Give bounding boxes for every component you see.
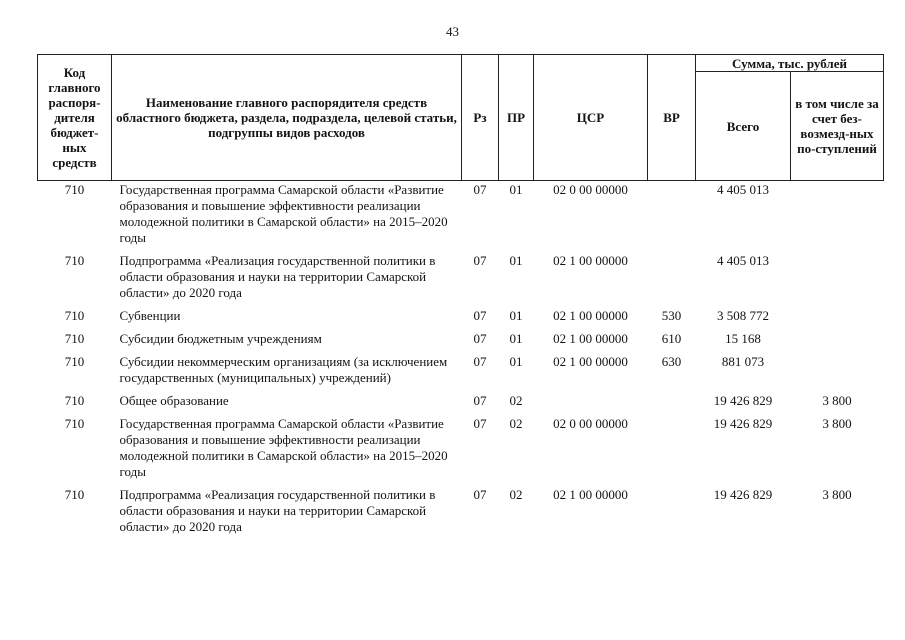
cell-name: Подпрограмма «Реализация государственной политики в области образования и науки на территории Самарской области» до 2020 года	[119, 487, 436, 534]
cell-total: 19 426 829	[713, 393, 773, 408]
cell-rz: 07	[473, 331, 487, 346]
cell-csr: 02 1 00 00000	[553, 354, 628, 369]
header-vr: ВР	[648, 55, 696, 181]
table-row	[38, 181, 884, 254]
cell-pr: 01	[509, 182, 523, 197]
cell-free	[791, 331, 884, 354]
table-row	[38, 354, 884, 393]
cell-pr: 01	[509, 253, 523, 268]
table-row	[38, 308, 884, 331]
cell-free	[791, 354, 884, 393]
cell-free	[791, 308, 884, 331]
cell-code: 710	[64, 354, 85, 369]
cell-name: Государственная программа Самарской области «Развитие образования и повышение эффективности реализации молодежной политики в Самарской области» на 2015–2020 годы	[119, 416, 448, 479]
cell-free	[791, 181, 884, 254]
budget-table	[37, 54, 884, 542]
cell-pr: 02	[509, 416, 523, 431]
cell-total: 4 405 013	[717, 182, 769, 197]
header-pr: ПР	[499, 55, 534, 181]
cell-rz: 07	[473, 308, 487, 323]
header-sum: Сумма, тыс. рублей	[696, 55, 884, 72]
cell-total: 881 073	[721, 354, 765, 369]
cell-name: Государственная программа Самарской области «Развитие образования и повышение эффективности реализации молодежной политики в Самарской области» на 2015–2020 годы	[119, 182, 448, 245]
cell-vr: 530	[661, 308, 682, 323]
header-free: в том числе за счет без-возмезд-ных по-ступлений	[791, 72, 884, 181]
cell-total: 15 168	[725, 331, 761, 346]
cell-vr: 630	[661, 354, 682, 369]
cell-total: 19 426 829	[713, 416, 773, 431]
cell-name: Общее образование	[119, 393, 229, 408]
header-total: Всего	[696, 72, 791, 181]
cell-rz: 07	[473, 487, 487, 502]
cell-name: Субсидии бюджетным учреждениям	[119, 331, 322, 346]
cell-total: 3 508 772	[717, 308, 769, 323]
table-row	[38, 416, 884, 487]
cell-csr: 02 1 00 00000	[553, 308, 628, 323]
table-row	[38, 253, 884, 308]
cell-code: 710	[64, 487, 85, 502]
cell-code: 710	[64, 253, 85, 268]
cell-vr	[648, 416, 696, 487]
header-name: Наименование главного распорядителя средств областного бюджета, раздела, подраздела, целевой статьи, подгруппы видов расходов	[112, 55, 462, 181]
header-code: Код главного распоря-дителя бюджет-ных средств	[38, 55, 112, 181]
cell-free: 3 800	[822, 416, 852, 431]
cell-name: Подпрограмма «Реализация государственной политики в области образования и науки на территории Самарской области» до 2020 года	[119, 253, 436, 300]
cell-rz: 07	[473, 393, 487, 408]
cell-csr	[534, 393, 648, 416]
page-number: 43	[446, 24, 459, 39]
cell-pr: 02	[509, 393, 523, 408]
cell-rz: 07	[473, 354, 487, 369]
cell-rz: 07	[473, 416, 487, 431]
header-csr: ЦСР	[534, 55, 648, 181]
table-header	[38, 55, 884, 181]
cell-rz: 07	[473, 253, 487, 268]
cell-vr: 610	[661, 331, 682, 346]
cell-code: 710	[64, 393, 85, 408]
cell-name: Субсидии некоммерческим организациям (за исключением государственных (муниципальных) учреждений)	[119, 354, 448, 385]
cell-total: 19 426 829	[713, 487, 773, 502]
table-body	[38, 181, 884, 543]
header-rz: Рз	[462, 55, 499, 181]
cell-name: Субвенции	[119, 308, 181, 323]
cell-csr: 02 0 00 00000	[553, 416, 628, 431]
cell-code: 710	[64, 331, 85, 346]
cell-free: 3 800	[822, 393, 852, 408]
cell-free	[791, 253, 884, 308]
cell-vr	[648, 487, 696, 542]
cell-code: 710	[64, 308, 85, 323]
cell-code: 710	[64, 416, 85, 431]
cell-vr	[648, 393, 696, 416]
cell-free: 3 800	[822, 487, 852, 502]
cell-csr: 02 1 00 00000	[553, 331, 628, 346]
budget-table-container	[37, 54, 883, 542]
cell-pr: 01	[509, 308, 523, 323]
cell-total: 4 405 013	[717, 253, 769, 268]
cell-code: 710	[64, 182, 85, 197]
table-row	[38, 487, 884, 542]
cell-pr: 02	[509, 487, 523, 502]
cell-csr: 02 0 00 00000	[553, 182, 628, 197]
cell-rz: 07	[473, 182, 487, 197]
cell-vr	[648, 181, 696, 254]
table-row	[38, 393, 884, 416]
cell-csr: 02 1 00 00000	[553, 253, 628, 268]
cell-vr	[648, 253, 696, 308]
cell-pr: 01	[509, 354, 523, 369]
table-row	[38, 331, 884, 354]
cell-pr: 01	[509, 331, 523, 346]
cell-csr: 02 1 00 00000	[553, 487, 628, 502]
